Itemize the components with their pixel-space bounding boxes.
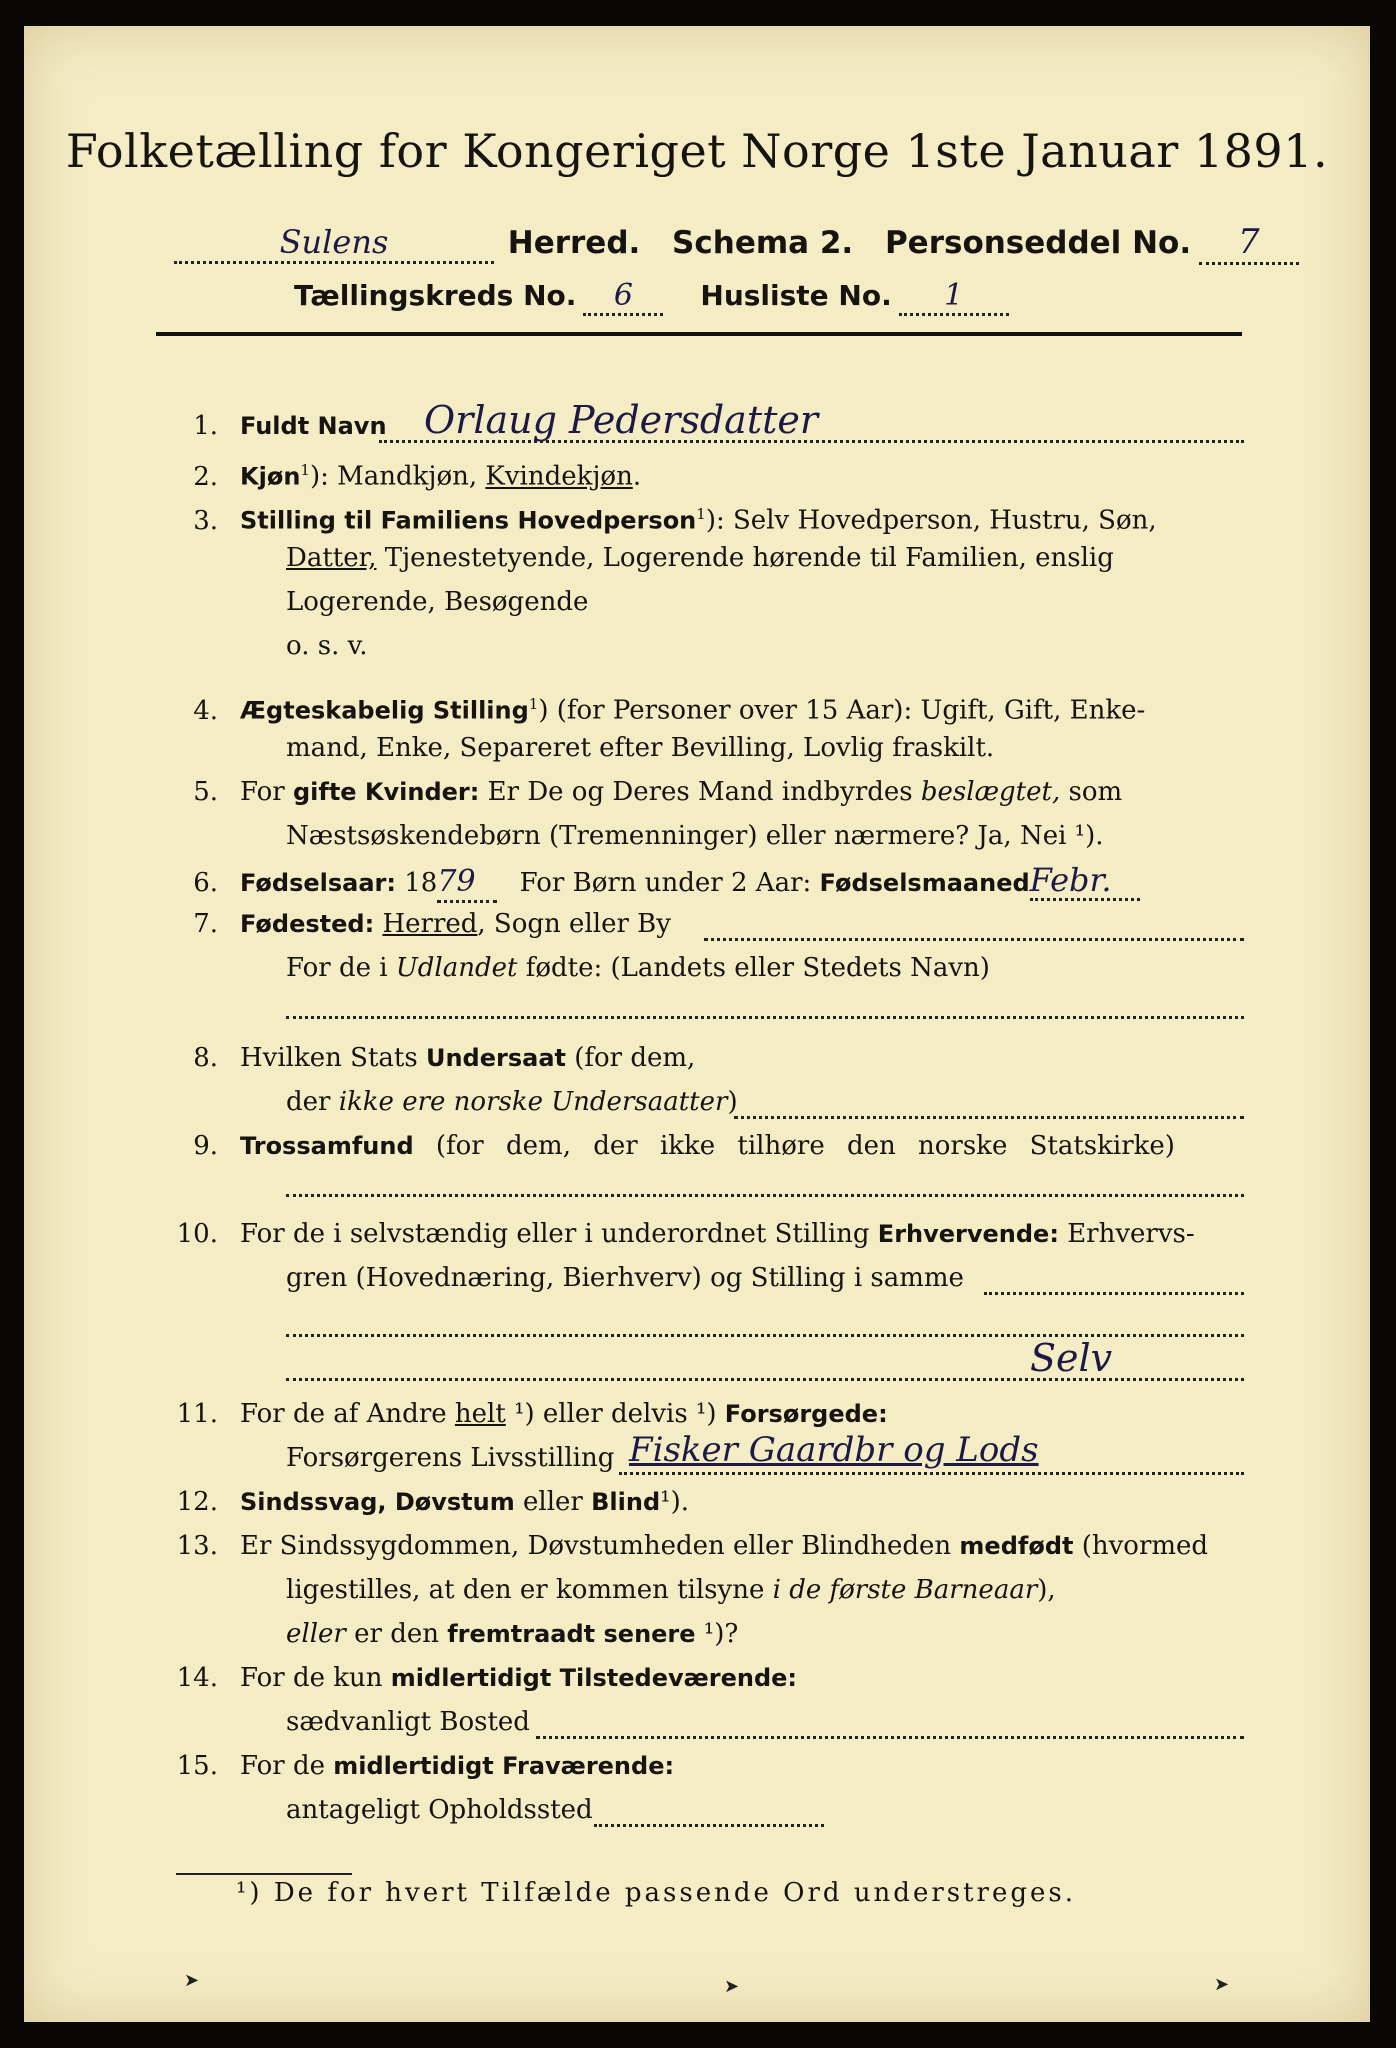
usual-residence-line (536, 1736, 1244, 1739)
herred-value: Sulens (174, 223, 494, 264)
husliste-value: 1 (899, 278, 1009, 316)
provider-line (619, 1472, 1244, 1475)
item-10-line-2: gren (Hovednæring, Bierhverv) og Stilling i samme (286, 1263, 964, 1293)
item-11-text: ¹) eller delvis ¹) (505, 1399, 725, 1429)
item-number: 8. (193, 1043, 218, 1073)
item-5-text: Er De og Deres Mand indbyrdes (479, 777, 921, 807)
item-13-line-3-italic: eller (286, 1619, 346, 1649)
item-7 (170, 906, 671, 942)
citizenship-line (734, 1116, 1244, 1119)
item-7-line-2 (286, 950, 990, 986)
gender-label: Kjøn (240, 462, 301, 491)
header-rule (156, 332, 1242, 336)
kreds-value: 6 (583, 278, 663, 316)
family-position-selected: Datter, (286, 543, 377, 573)
footnote-ref: 1 (300, 461, 310, 479)
item-11-line-2: Forsørgerens Livsstilling (286, 1443, 615, 1473)
support-selected: helt (454, 1399, 506, 1429)
item-3-line-2 (286, 540, 1114, 576)
item-number: 11. (176, 1399, 218, 1429)
gender-end: . (632, 461, 642, 492)
personseddel-value: 7 (1199, 222, 1299, 265)
item-3-line-4: o. s. v. (286, 631, 368, 661)
item-number: 10. (176, 1219, 218, 1249)
item-13-end: (hvormed (1073, 1531, 1209, 1561)
item-15 (170, 1748, 674, 1784)
corner-mark-icon: ➤ (1214, 1974, 1230, 1995)
supported-label: Forsørgede: (724, 1400, 888, 1428)
item-4: 4. Ægteskabelig Stilling$^1$) (for Personer over 15 Aar): Ugift, Gift, Enke- (170, 686, 1145, 729)
husliste-label: Husliste No. (700, 279, 892, 312)
birth-month-value: Febr. (1030, 862, 1140, 901)
item-15-line-2: antageligt Opholdssted (286, 1795, 593, 1825)
item-5 (170, 774, 1122, 810)
family-position-options-2: Tjenestetyende, Logerende hørende til Familien, enslig (376, 543, 1114, 573)
item-5-prefix: For (240, 777, 293, 807)
disability-label: Sindssvag, Døvstum (240, 1488, 515, 1516)
item-1 (170, 408, 387, 444)
footnote-rule (176, 1873, 352, 1875)
item-6 (170, 862, 1140, 903)
item-14 (170, 1660, 797, 1696)
item-7-line-2-a: For de i (286, 953, 396, 983)
item-3: 3. Stilling til Familiens Hovedperson$^1$): Selv Hovedperson, Hustru, Søn, (170, 496, 1157, 539)
item-13-line-3-a: er den (345, 1619, 448, 1649)
item-7-line-2-italic: Udlandet (395, 953, 518, 983)
item-8-prefix: Hvilken Stats (240, 1043, 426, 1073)
item-number: 1. (193, 411, 218, 441)
citizenship-label: Undersaat (425, 1044, 566, 1072)
birthplace-options: , Sogn eller By (477, 909, 671, 939)
marital-label: Ægteskabelig Stilling (240, 696, 529, 725)
religion-line (286, 1194, 1244, 1197)
item-8-end: (for dem, (565, 1043, 696, 1073)
form-title: Folketælling for Kongeriget Norge 1ste Januar 1891. (65, 124, 1329, 178)
later-onset-label: fremtraadt senere (447, 1620, 696, 1648)
provider-value: Fisker Gaardbr og Lods (629, 1430, 1039, 1470)
item-number: 9. (193, 1131, 218, 1161)
family-position-label: Stilling til Familiens Hovedperson (240, 506, 697, 535)
occupation-label: Erhvervende: (877, 1220, 1059, 1248)
birthplace-line (704, 938, 1244, 941)
item-8-line-2 (286, 1084, 738, 1120)
item-number: 4. (193, 695, 218, 726)
foreign-birthplace-line (286, 1016, 1244, 1019)
kreds-label: Tællingskreds No. (294, 279, 577, 312)
item-13-line-3 (286, 1616, 738, 1652)
occupation-value: Selv (1030, 1336, 1113, 1380)
congenital-label: medfødt (959, 1532, 1074, 1560)
item-8-line-2-a: der (286, 1087, 339, 1117)
item-13-line-2-a: ligestilles, at den er kommen tilsyne (286, 1575, 773, 1605)
item-8-line-2-b: ) (727, 1087, 738, 1117)
item-number: 3. (193, 505, 218, 536)
birth-year-prefix: 18 (404, 868, 438, 898)
herred-label: Herred. (507, 225, 641, 261)
item-number: 7. (193, 909, 218, 939)
item-5-italic: beslægtet, (920, 777, 1061, 807)
birth-year-label: Fødselsaar: (240, 869, 396, 897)
religion-text: (for dem, der ikke tilhøre den norske Statskirke) (413, 1131, 1175, 1161)
item-4-line-2: mand, Enke, Separeret efter Bevilling, Lovlig fraskilt. (286, 733, 995, 763)
item-8-line-2-italic: ikke ere norske Undersaatter (338, 1087, 728, 1117)
item-15-prefix: For de (240, 1751, 334, 1781)
item-13-line-3-b: ¹)? (695, 1619, 739, 1649)
marital-options: ) (for Personer over 15 Aar): Ugift, Gift, Enke- (538, 695, 1146, 726)
item-13-line-2-italic: i de første Barneaar (772, 1575, 1038, 1605)
schema-label: Schema 2. (672, 225, 854, 261)
item-3-line-3: Logerende, Besøgende (286, 587, 589, 617)
temporary-present-label: midlertidigt Tilstedeværende: (390, 1664, 798, 1692)
birthplace-selected: Herred (382, 909, 478, 939)
religion-label: Trossamfund (240, 1132, 414, 1160)
gender-options: ): Mandkjøn, (309, 461, 486, 492)
item-number: 2. (193, 461, 218, 492)
item-number: 6. (193, 868, 218, 898)
item-12-end: ¹). (660, 1487, 689, 1517)
item-11-prefix: For de af Andre (240, 1399, 455, 1429)
census-form-page (24, 26, 1370, 2022)
item-9 (170, 1128, 1175, 1164)
item-13 (170, 1528, 1208, 1564)
footnote: ¹) De for hvert Tilfælde passende Ord understreges. (236, 1878, 1077, 1908)
item-14-line-2: sædvanligt Bosted (286, 1707, 530, 1737)
item-number: 12. (176, 1487, 218, 1517)
full-name-label: Fuldt Navn (240, 412, 387, 440)
item-10-prefix: For de i selvstændig eller i underordnet Stilling (240, 1219, 878, 1249)
corner-mark-icon: ➤ (724, 1976, 740, 1997)
item-13-prefix: Er Sindssygdommen, Døvstumheden eller Blindheden (240, 1531, 960, 1561)
item-10-end: Erhvervs- (1058, 1219, 1195, 1249)
item-12-text: eller (514, 1487, 592, 1517)
item-5-end: som (1060, 777, 1123, 807)
item-14-prefix: For de kun (240, 1663, 391, 1693)
item-2 (170, 452, 641, 495)
corner-mark-icon: ➤ (184, 1970, 200, 1991)
item-number: 15. (176, 1751, 218, 1781)
herred-line (174, 222, 1299, 265)
item-number: 5. (193, 777, 218, 807)
blind-label: Blind (591, 1488, 661, 1516)
item-11 (170, 1396, 888, 1432)
family-position-options: ): Selv Hovedperson, Hustru, Søn, (705, 505, 1157, 536)
full-name-value: Orlaug Pedersdatter (424, 398, 819, 442)
birth-year-value: 79 (437, 864, 497, 903)
occupation-line-1 (984, 1292, 1244, 1295)
item-5-line-2: Næstsøskendebørn (Tremenninger) eller nærmere? Ja, Nei ¹). (286, 821, 1104, 851)
item-6-text: For Børn under 2 Aar: (519, 868, 820, 898)
item-number: 14. (176, 1663, 218, 1693)
gender-selected: Kvindekjøn (485, 461, 633, 492)
personseddel-label: Personseddel No. (884, 225, 1192, 261)
birth-month-label: Fødselsmaaned (819, 869, 1030, 897)
stay-location-line (594, 1824, 824, 1827)
birthplace-label: Fødested: (240, 910, 375, 938)
item-8 (170, 1040, 695, 1076)
item-13-line-2-b: ), (1037, 1575, 1056, 1605)
married-women-label: gifte Kvinder: (292, 778, 480, 806)
item-7-line-2-b: fødte: (Landets eller Stedets Navn) (517, 953, 990, 983)
temporary-absent-label: midlertidigt Fraværende: (333, 1752, 675, 1780)
item-10 (170, 1216, 1195, 1252)
item-12 (170, 1484, 689, 1520)
item-number: 13. (176, 1531, 218, 1561)
item-13-line-2 (286, 1572, 1056, 1608)
kreds-line (294, 278, 1009, 316)
